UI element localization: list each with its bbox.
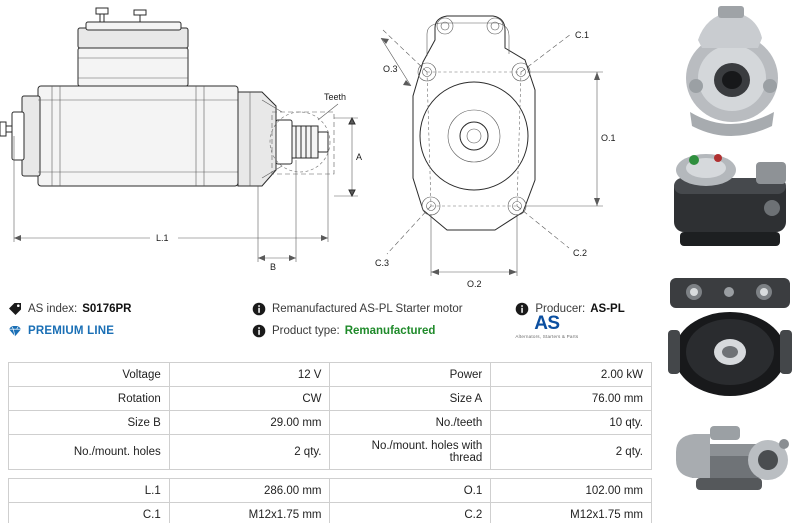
product-type-label: Product type:: [271, 325, 340, 337]
spec-key: No./mount. holes with thread: [330, 435, 491, 470]
brand-tagline: Alternators, Starters & Parts: [515, 334, 579, 339]
product-info-strip: [0, 296, 660, 358]
table-row: [9, 435, 652, 470]
table-row: [9, 479, 652, 503]
producer-value: AS-PL: [590, 303, 625, 315]
premium-line-badge: [8, 324, 252, 339]
spec-key: Voltage: [9, 363, 170, 387]
spec-value: M12x1.75 mm: [491, 503, 652, 523]
tag-icon: [8, 302, 22, 316]
spec-value: 286.00 mm: [169, 479, 330, 503]
starter-front-view-drawing: [375, 0, 660, 292]
brand-logo-text: AS: [534, 313, 560, 334]
spec-key: L.1: [9, 479, 170, 503]
info-icon: [252, 324, 266, 338]
spec-value: 10 qty.: [491, 411, 652, 435]
table-spacer: [9, 470, 652, 479]
as-index-label: AS index:: [28, 303, 78, 315]
spec-value: 12 V: [169, 363, 330, 387]
spec-value: 2.00 kW: [491, 363, 652, 387]
as-index-field: [8, 302, 252, 317]
spec-value: M12x1.75 mm: [169, 503, 330, 523]
spec-key: C.2: [330, 503, 491, 523]
spec-key: No./teeth: [330, 411, 491, 435]
label-b: B: [270, 262, 277, 272]
product-photo-1[interactable]: [660, 0, 800, 140]
product-photo-4[interactable]: [660, 400, 800, 523]
spec-key: Size B: [9, 411, 170, 435]
product-photo-column: [660, 0, 800, 523]
spec-key: Size A: [330, 387, 491, 411]
spec-value: 102.00 mm: [491, 479, 652, 503]
label-a: A: [356, 152, 363, 162]
label-c3: C.3: [375, 258, 390, 268]
table-row: [9, 387, 652, 411]
spec-value: 2 qty.: [491, 435, 652, 470]
spec-key: Power: [330, 363, 491, 387]
specification-table: [8, 362, 652, 523]
premium-line-label: PREMIUM LINE: [28, 325, 115, 337]
label-o1: O.1: [601, 133, 616, 143]
product-photo-2[interactable]: [660, 140, 800, 270]
brand-logo: [515, 314, 652, 340]
label-c1: C.1: [575, 30, 590, 40]
spec-key: No./mount. holes: [9, 435, 170, 470]
table-row: [9, 363, 652, 387]
starter-side-view-drawing: [0, 0, 380, 292]
spec-value: 76.00 mm: [491, 387, 652, 411]
label-teeth: Teeth: [324, 92, 347, 102]
spec-value: 2 qty.: [169, 435, 330, 470]
label-c2: C.2: [573, 248, 588, 258]
spec-key: C.1: [9, 503, 170, 523]
product-photo-3[interactable]: [660, 270, 800, 400]
description-field: [252, 302, 515, 317]
as-index-value: S0176PR: [82, 303, 132, 315]
technical-drawings: [0, 0, 660, 292]
spec-key: O.1: [330, 479, 491, 503]
label-o2: O.2: [467, 279, 482, 289]
label-o3: O.3: [383, 64, 398, 74]
spec-value: 29.00 mm: [169, 411, 330, 435]
spec-key: Rotation: [9, 387, 170, 411]
info-icon: [252, 302, 266, 316]
info-row-2: [8, 313, 652, 340]
spec-value: CW: [169, 387, 330, 411]
table-row: [9, 503, 652, 523]
diamond-icon: [8, 324, 22, 338]
product-type-value: Remanufactured: [344, 325, 436, 337]
label-l1: L.1: [156, 233, 169, 243]
table-row: [9, 411, 652, 435]
description-text: Remanufactured AS-PL Starter motor: [271, 303, 463, 315]
producer-label: Producer:: [535, 303, 586, 315]
product-type-field: [252, 324, 515, 339]
